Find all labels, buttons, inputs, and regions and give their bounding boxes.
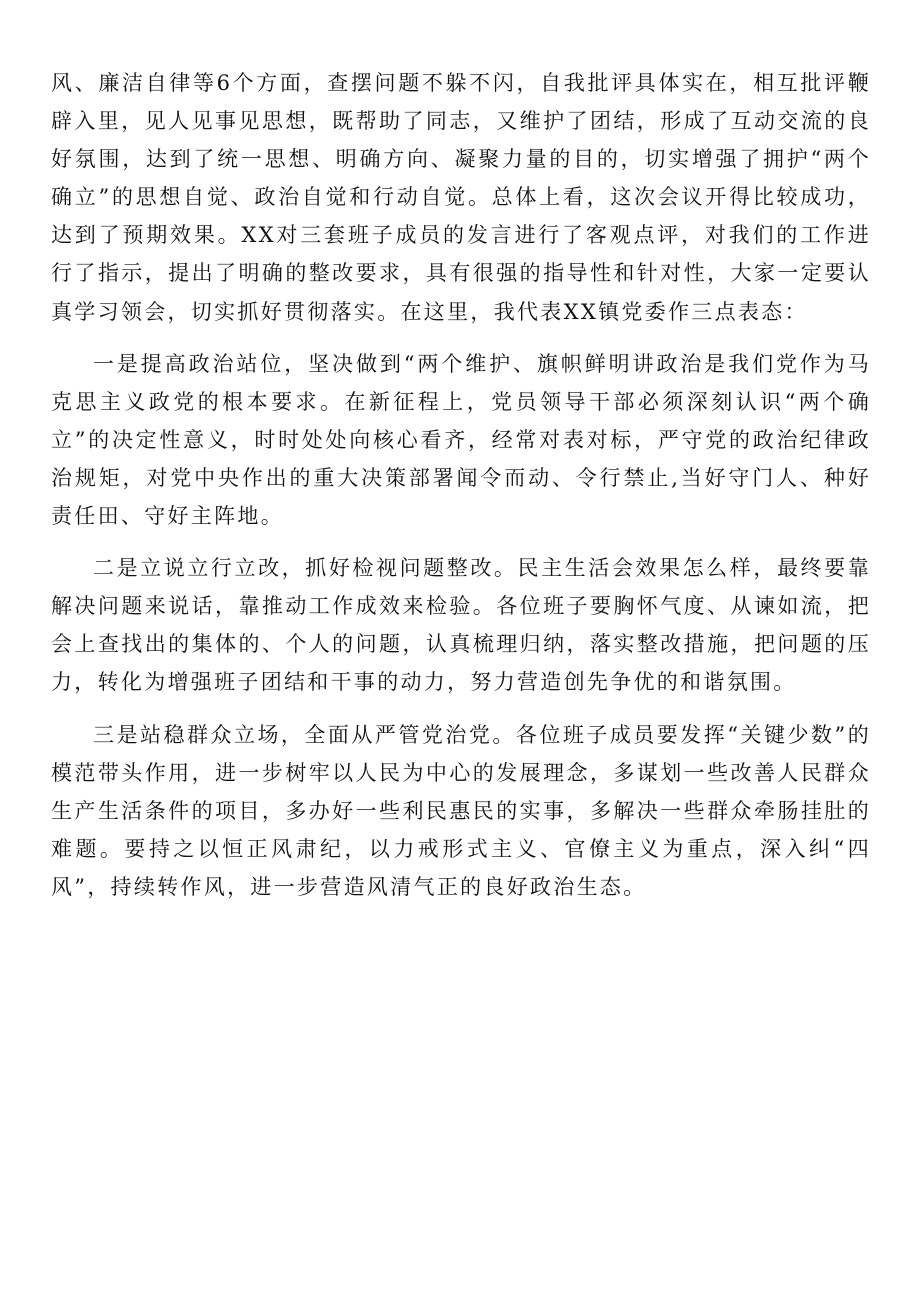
paragraph-point-two: 二是立说立行立改，抓好检视问题整改。民主生活会效果怎么样，最终要靠解决问题来说话，靠推动工作成效来检验。各位班子要胸怀气度、从谏如流，把会上查找出的集体的、个人的问题，认真梳理归纳，落实整改措施，把问题的压力，转化为增强班子团结和干事的动力，努力营造创先争优的和谐氛围。 — [51, 556, 871, 695]
paragraph-point-three: 三是站稳群众立场，全面从严管党治党。各位班子成员要发挥“关键少数”的模范带头作用，进一步树牢以人民为中心的发展理念，多谋划一些改善人民群众生产生活条件的项目，多办好一些利民惠民的实事，多解决一些群众牵肠挂肚的难题。要持之以恒正风肃纪，以力戒形式主义、官僚主义为重点，深入纠“四风”，持续转作风，进一步营造风清气正的良好政治生态。 — [51, 722, 871, 899]
document-body — [51, 64, 871, 906]
paragraph-point-one: 一是提高政治站位，坚决做到“两个维护、旗帜鲜明讲政治是我们党作为马克思主义政党的根本要求。在新征程上，党员领导干部必须深刻认识“两个确立”的决定性意义，时时处处向核心看齐，经常对表对标，严守党的政治纪律政治规矩，对党中央作出的重大决策部署闻令而动、令行禁止,当好守门人、种好责任田、守好主阵地。 — [51, 351, 871, 529]
paragraph-opening: 风、廉洁自律等6个方面，查摆问题不躲不闪，自我批评具体实在，相互批评鞭辟入里，见人见事见思想，既帮助了同志，又维护了团结，形成了互动交流的良好氛围，达到了统一思想、明确方向、凝聚力量的目的，切实增强了拥护“两个确立”的思想自觉、政治自觉和行动自觉。总体上看，这次会议开得比较成功，达到了预期效果。XX对三套班子成员的发言进行了客观点评，对我们的工作进行了指示，提出了明确的整改要求，具有很强的指导性和针对性，大家一定要认真学习领会，切实抓好贯彻落实。在这里，我代表XX镇党委作三点表态： — [51, 71, 871, 324]
